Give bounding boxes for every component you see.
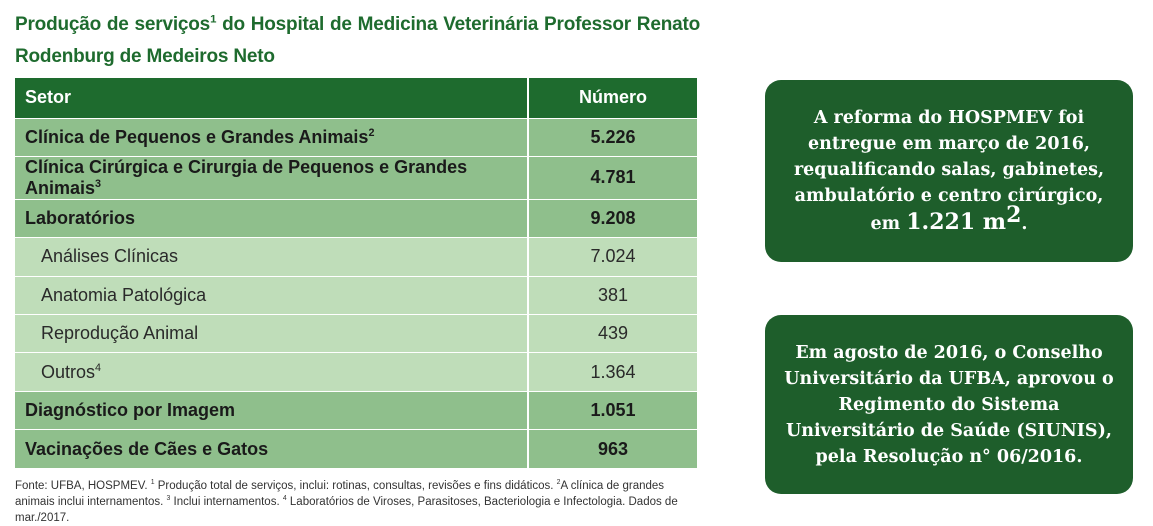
row-value: 7.024 — [528, 238, 697, 276]
row-value: 439 — [528, 315, 697, 353]
table-row — [15, 156, 697, 199]
table-row — [15, 199, 697, 237]
table-row — [15, 315, 697, 353]
row-label: Clínica Cirúrgica e Cirurgia de Pequenos e Grandes Animais$^3$ — [15, 156, 528, 199]
table-row — [15, 118, 697, 156]
header-numero: Número — [528, 78, 697, 118]
row-value: 5.226 — [528, 118, 697, 156]
page-title: Produção de serviços$^1$ do Hospital de Medicina Veterinária Professor Renato Rodenburg de Medeiros Neto — [15, 13, 700, 67]
row-value: 963 — [528, 430, 697, 468]
row-label: Diagnóstico por Imagem — [15, 391, 528, 429]
table-row — [15, 430, 697, 468]
row-label: Análises Clínicas — [15, 238, 528, 276]
row-label: Anatomia Patológica — [15, 276, 528, 314]
row-value: 4.781 — [528, 156, 697, 199]
table-row — [15, 276, 697, 314]
row-label: Laboratórios — [15, 199, 528, 237]
table-row — [15, 353, 697, 391]
table-row — [15, 391, 697, 429]
table-row — [15, 238, 697, 276]
info-box-reform: A reforma do HOSPMEV foi entregue em março de 2016, requalificando salas, gabinetes, ambulatório e centro cirúrgico, em 1.221 $m^2$. — [765, 80, 1133, 262]
row-label: Reprodução Animal — [15, 315, 528, 353]
row-label: Clínica de Pequenos e Grandes Animais$^2$ — [15, 118, 528, 156]
info-box-council: Em agosto de 2016, o Conselho Universitário da UFBA, aprovou o Regimento do Sistema Universitário de Saúde (SIUNIS), pela Resolução n° 06/2016. — [765, 315, 1133, 494]
row-value: 381 — [528, 276, 697, 314]
row-label: Vacinações de Cães e Gatos — [15, 430, 528, 468]
row-label: Outros$^4$ — [15, 353, 528, 391]
row-value: 9.208 — [528, 199, 697, 237]
header-setor: Setor — [15, 78, 528, 118]
row-value: 1.051 — [528, 391, 697, 429]
footnote: Fonte: UFBA, HOSPMEV. $^1$ Produção total de serviços, inclui: rotinas, consultas, revisões e fins didáticos. $^2$A clínica de grandes animais inclui internamentos. $^3$ Inclui internamentos. $^4$ Laboratórios de Viroses, Parasitoses, Bacteriologia e Infectologia. Dados de mar./2017. — [15, 479, 678, 524]
row-value: 1.364 — [528, 353, 697, 391]
services-table — [15, 78, 697, 468]
table-header — [15, 78, 697, 118]
